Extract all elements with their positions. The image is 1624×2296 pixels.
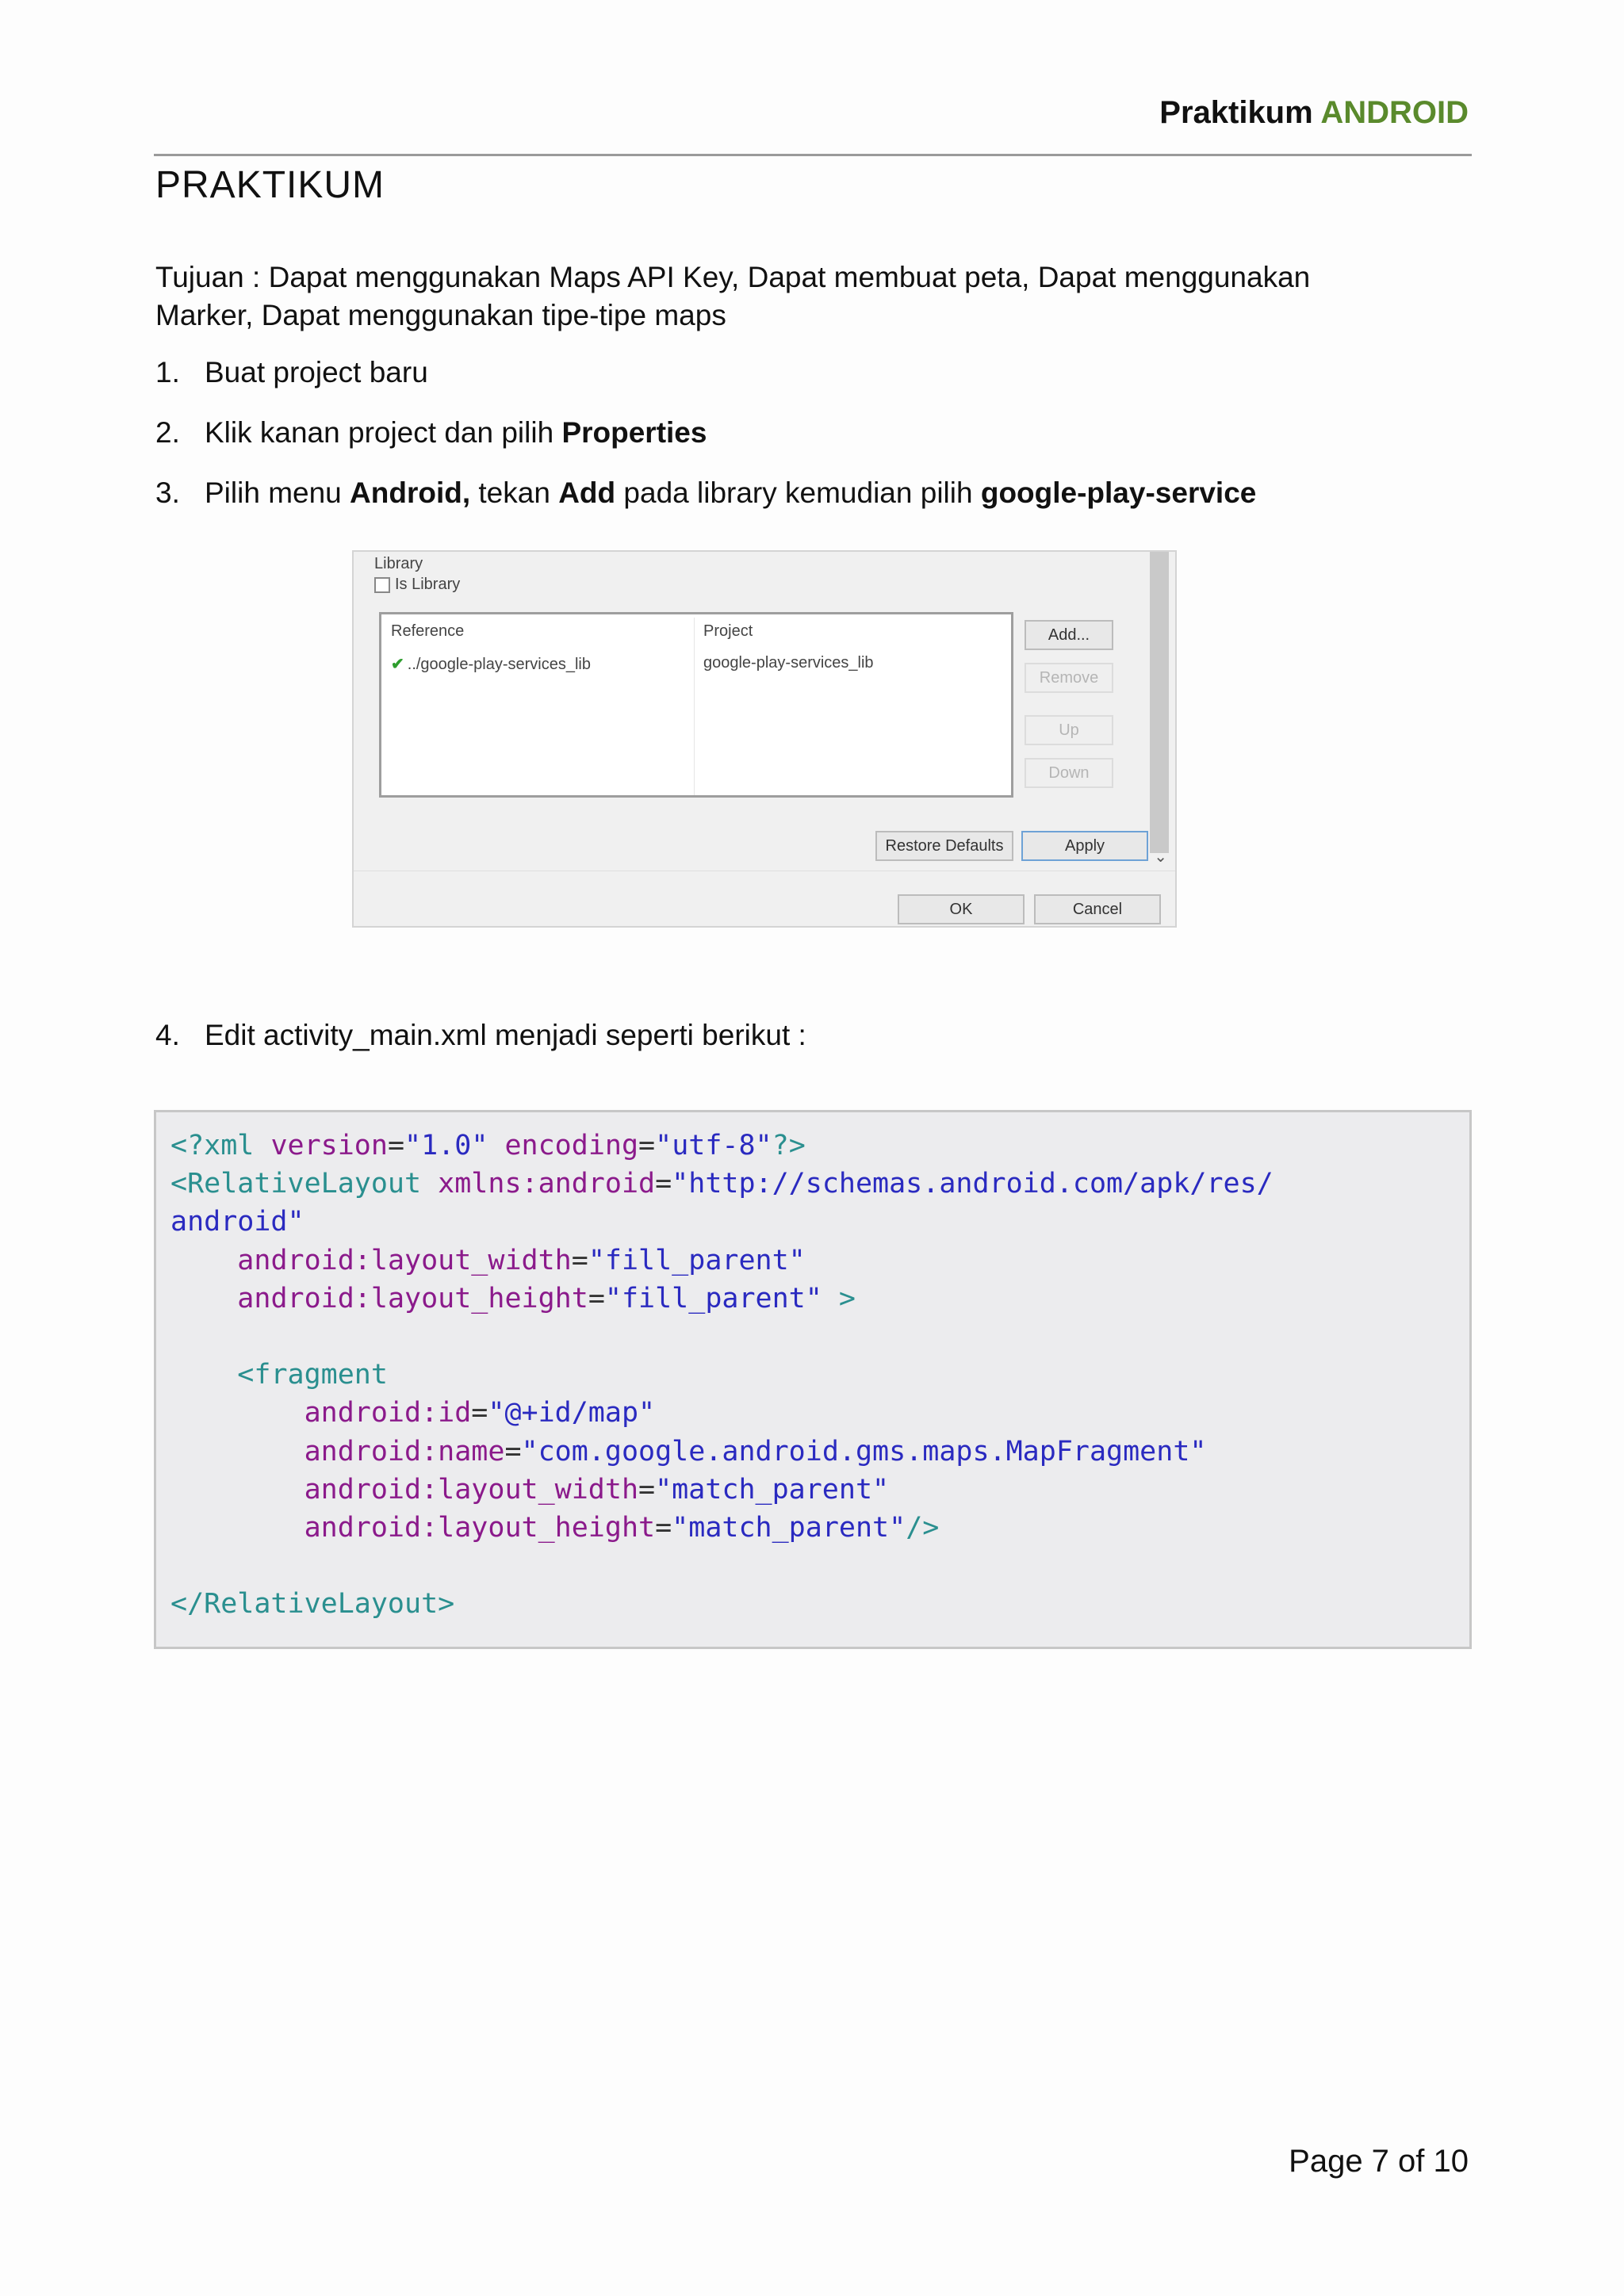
table-row[interactable]: ✔ ../google-play-services_lib: [391, 656, 591, 673]
table-cell-project: google-play-services_lib: [703, 654, 874, 672]
page-number: Page 7 of 10: [1289, 2144, 1469, 2179]
header-rule: [154, 154, 1472, 156]
library-table: [379, 612, 1013, 798]
header-title: Praktikum: [1159, 95, 1313, 130]
column-divider: [694, 618, 695, 795]
apply-button[interactable]: Apply: [1021, 831, 1148, 861]
is-library-checkbox[interactable]: [374, 577, 390, 593]
section-title: PRAKTIKUM: [155, 164, 385, 206]
step-2: 2. Klik kanan project dan pilih Properties: [155, 416, 707, 449]
header-accent: ANDROID: [1320, 95, 1469, 130]
library-dialog-screenshot: [352, 550, 1177, 928]
objective-line-1: Tujuan : Dapat menggunakan Maps API Key, Dapat membuat peta, Dapat menggunakan: [155, 261, 1311, 293]
restore-defaults-button[interactable]: Restore Defaults: [875, 831, 1013, 861]
library-section-label: Library: [374, 555, 423, 572]
step-3: 3. Pilih menu Android, tekan Add pada library kemudian pilih google-play-service: [155, 476, 1257, 509]
is-library-label: Is Library: [395, 576, 461, 593]
column-header-reference: Reference: [391, 622, 465, 640]
down-button[interactable]: Down: [1025, 758, 1113, 788]
step-1: 1. Buat project baru: [155, 356, 428, 388]
objective: [155, 258, 1424, 335]
up-button[interactable]: Up: [1025, 715, 1113, 745]
check-icon: ✔: [391, 656, 404, 673]
is-library-option[interactable]: [374, 576, 460, 594]
scrollbar[interactable]: [1150, 552, 1169, 853]
add-button[interactable]: Add...: [1025, 620, 1113, 650]
objective-line-2: Marker, Dapat menggunakan tipe-tipe maps: [155, 299, 726, 331]
ok-button[interactable]: OK: [898, 894, 1025, 924]
code-block: <?xml version="1.0" encoding="utf-8"?> <RelativeLayout xmlns:android="http://schemas.android.com/apk/res/ android" android:layout_width="fill_parent" android:layout_height="fill_parent" > <fragment android:id="@+id/map" android:name="com.google.android.gms.maps.MapFragment" android:layout_width="match_parent" android:layout_height="match_parent"/> </RelativeLayout>: [154, 1110, 1472, 1649]
cancel-button[interactable]: Cancel: [1034, 894, 1161, 924]
column-header-project: Project: [703, 622, 753, 640]
chevron-down-icon[interactable]: ⌄: [1154, 848, 1167, 866]
remove-button[interactable]: Remove: [1025, 663, 1113, 693]
page-header: [1159, 95, 1469, 131]
step-4: 4. Edit activity_main.xml menjadi seperti berikut :: [155, 1019, 806, 1051]
